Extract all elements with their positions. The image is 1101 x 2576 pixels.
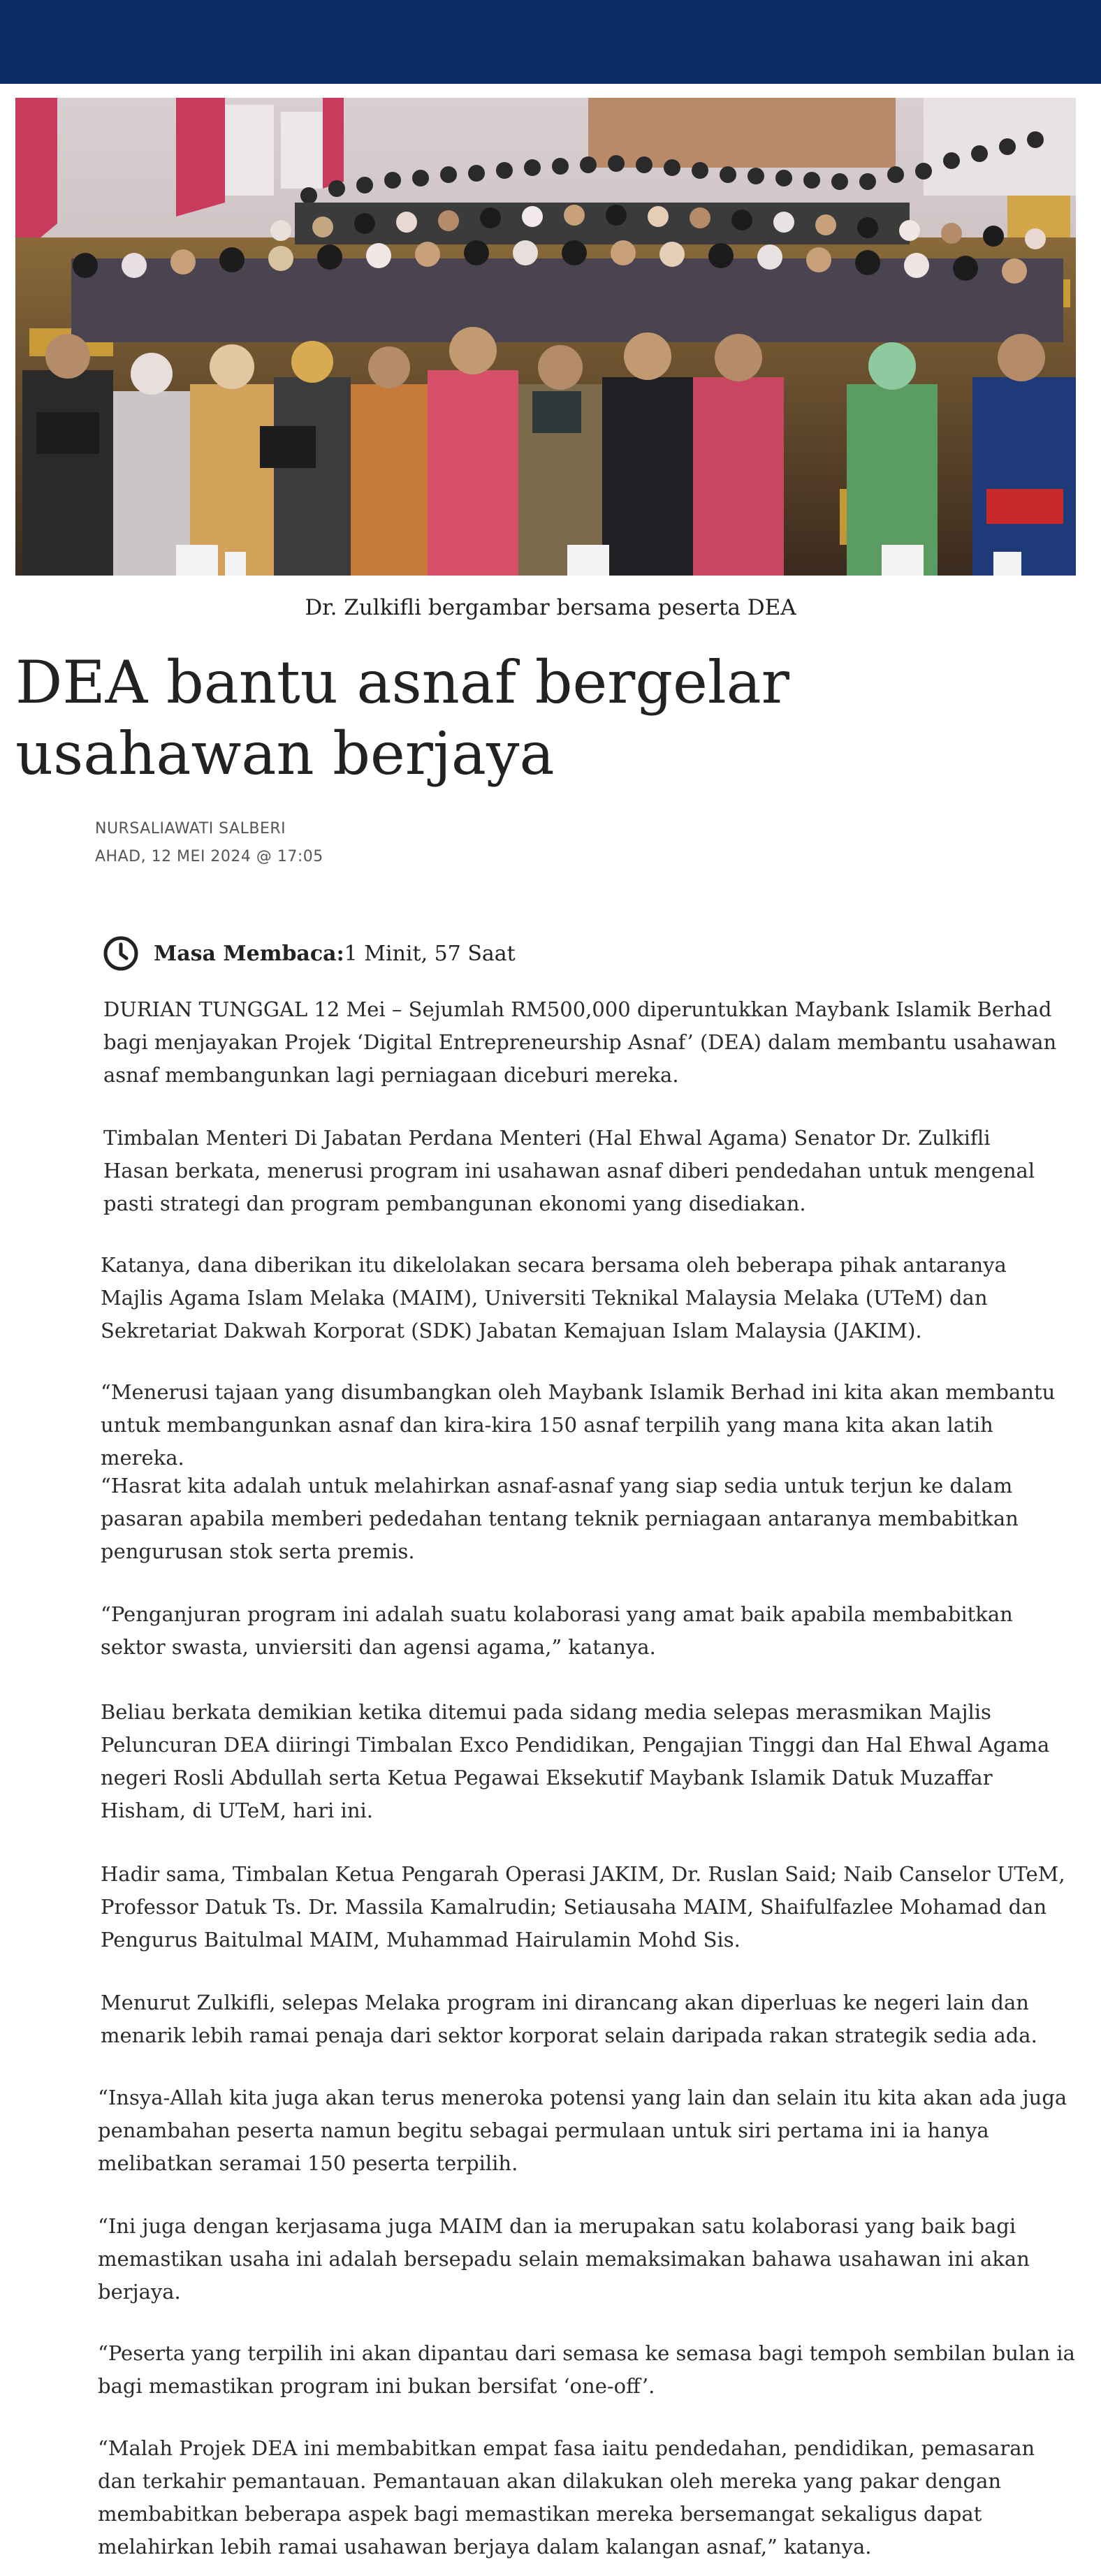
paragraph: “Insya-Allah kita juga akan terus meneroka potensi yang lain dan selain itu kita akan ada juga penambahan peserta namun begitu sebagai permulaan untuk siri pertama ini ia hanya melibatkan seramai 150 peserta terpilih. [98,2086,1067,2175]
paragraph: Timbalan Menteri Di Jabatan Perdana Menteri (Hal Ehwal Agama) Senator Dr. Zulkifli Hasan berkata, menerusi program ini usahawan asnaf diberi pendedahan untuk mengenal pasti strategi dan program pembangunan ekonomi yang disediakan. [103,1126,1035,1215]
hero-photo [15,98,1076,576]
author-name[interactable]: NURSALIAWATI SALBERI [95,820,286,837]
reading-time-value: 1 Minit, 57 Saat [344,941,516,966]
paragraph: “Malah Projek DEA ini membabitkan empat fasa iaitu pendedahan, pendidikan, pemasaran dan terkahir pemantauan. Pemantauan akan dilakukan oleh mereka yang pakar dengan membabitkan beberapa aspek bagi memastikan mereka bersemangat sekaligus dapat melahirkan lebih ramai usahawan berjaya dalam kalangan asnaf,” katanya. [98,2436,1035,2559]
paragraph: “Ini juga dengan kerjasama juga MAIM dan ia merupakan satu kolaborasi yang baik bagi memastikan usaha ini adalah bersepadu selain memaksimakan bahawa usahawan ini akan berjaya. [98,2214,1030,2304]
site-header-bar [0,0,1101,84]
reading-time-label: Masa Membaca: [154,941,344,966]
paragraph: Menurut Zulkifli, selepas Melaka program ini dirancang akan diperluas ke negeri lain dan menarik lebih ramai penaja dari sektor korporat selain daripada rakan strategik sedia ada. [101,1991,1037,2047]
paragraph: Beliau berkata demikian ketika ditemui pada sidang media selepas merasmikan Majlis Peluncuran DEA diiringi Timbalan Exco Pendidikan, Pengajian Tinggi dan Hal Ehwal Agama negeri Rosli Abdullah serta Ketua Pegawai Eksekutif Maybank Islamik Datuk Muzaffar Hisham, di UTeM, hari ini. [101,1700,1050,1822]
photo-caption: Dr. Zulkifli bergambar bersama peserta DEA [305,595,796,620]
paragraph: DURIAN TUNGGAL 12 Mei – Sejumlah RM500,000 diperuntukkan Maybank Islamik Berhad bagi menjayakan Projek ‘Digital Entrepreneurship Asnaf’ (DEA) dalam membantu usahawan asnaf membangunkan lagi perniagaan diceburi mereka. [103,997,1057,1087]
paragraph: “Menerusi tajaan yang disumbangkan oleh Maybank Islamik Berhad ini kita akan membantu untuk membangunkan asnaf dan kira-kira 150 asnaf terpilih yang mana kita akan latih mereka. [101,1380,1056,1470]
paragraph: Hadir sama, Timbalan Ketua Pengarah Operasi JAKIM, Dr. Ruslan Said; Naib Canselor UTeM, Professor Datuk Ts. Dr. Massila Kamalrudin; Setiausaha MAIM, Shaifulfazlee Mohamad dan Pengurus Baitulmal MAIM, Muhammad Hairulamin Mohd Sis. [101,1862,1065,1952]
paragraph: “Hasrat kita adalah untuk melahirkan asnaf-asnaf yang siap sedia untuk terjun ke dalam pasaran apabila memberi pededahan tentang teknik perniagaan antaranya membabitkan pengurusan stok serta premis. [101,1474,1019,1563]
paragraph: “Penganjuran program ini adalah suatu kolaborasi yang amat baik apabila membabitkan sektor swasta, unviersiti dan agensi agama,” katanya. [101,1602,1013,1659]
reading-time [102,935,516,972]
publish-date: AHAD, 12 MEI 2024 @ 17:05 [95,848,323,865]
article-title: DEA bantu asnaf bergelar usahawan berjaya [15,648,789,788]
paragraph: “Peserta yang terpilih ini akan dipantau dari semasa ke semasa bagi tempoh sembilan bulan ia bagi memastikan program ini bukan bersifat ‘one-off’. [98,2341,1075,2398]
paragraph: Katanya, dana diberikan itu dikelolakan secara bersama oleh beberapa pihak antaranya Majlis Agama Islam Melaka (MAIM), Universiti Teknikal Malaysia Melaka (UTeM) dan Sekretariat Dakwah Korporat (SDK) Jabatan Kemajuan Islam Malaysia (JAKIM). [101,1253,1007,1342]
clock-icon [102,935,140,972]
